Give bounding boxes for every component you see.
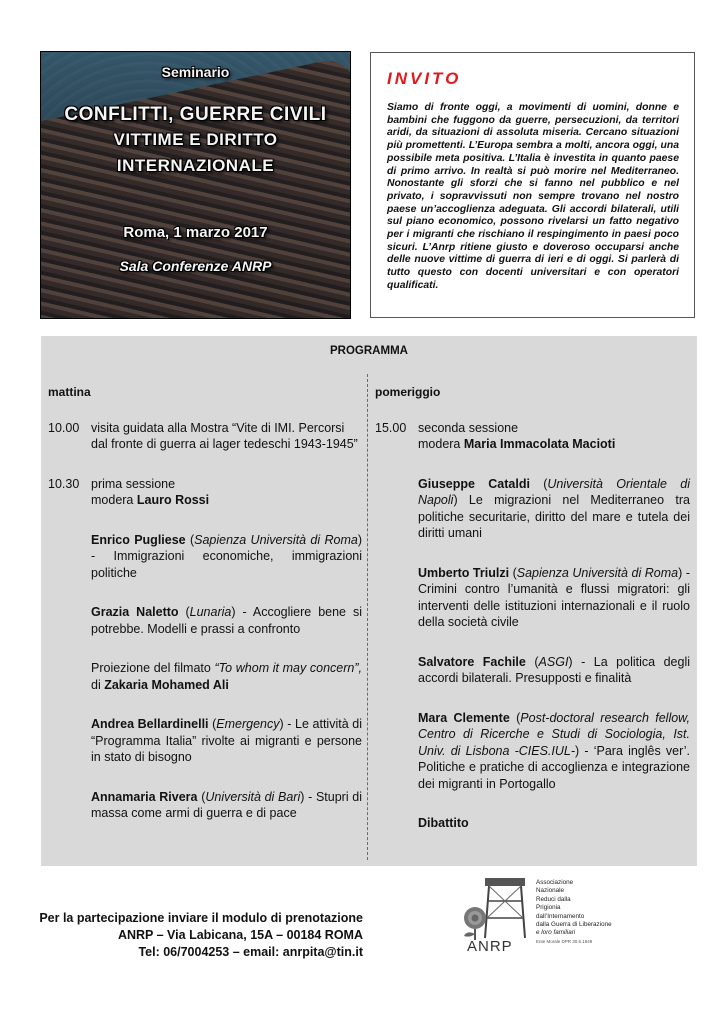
item-time: 10.00 [48, 420, 80, 435]
talk-title: Stupri di massa come armi di guerra e di pace [91, 789, 362, 820]
afternoon-column [375, 384, 690, 832]
registration-note: Per la partecipazione inviare il modulo di prenotazione [39, 911, 363, 925]
speaker-affiliation: Sapienza Università di Roma [516, 565, 679, 580]
film-intro: Proiezione del filmato [91, 661, 211, 675]
speaker-entry: Umberto Triulzi (Sapienza Università di Roma) - Crimini contro l’umanità e flussi migratori: gli interventi delle istituzioni internazionali e il ruolo della società civile [418, 565, 690, 629]
moderator-label: modera [418, 437, 461, 451]
poster-title-line3: INTERNAZIONALE [116, 156, 275, 175]
speaker-name: Andrea Bellardinelli [91, 717, 209, 731]
speaker-entry: Mara Clemente (Post-doctoral research fellow, Centro di Ricerche e Studi di Sociologia, Ist. Univ. di Lisbona -CIES.IUL-) - ‘Para inglês ver’. Politiche e pratiche di accoglienza e integrazione dei migranti in Portogallo [418, 710, 690, 791]
invitation-title: INVITO [387, 69, 462, 88]
speaker-affiliation: Emergency [216, 717, 280, 731]
watchtower-rose-icon [455, 876, 535, 946]
talk-title: ‘Para inglês ver’. Politiche e pratiche di accoglienza e integrazione dei migranti in Portogallo [418, 743, 690, 791]
morning-column [48, 384, 362, 822]
poster-title-line2: VITTIME E DIRITTO [113, 130, 278, 149]
seminar-poster [40, 51, 351, 319]
film-title: “To whom it may concern”, [214, 661, 363, 675]
speaker-name: Enrico Pugliese [91, 532, 186, 547]
invitation-box [370, 52, 695, 318]
schedule-item [48, 476, 362, 509]
film-author: Zakaria Mohamed Ali [104, 677, 229, 692]
speaker-name: Mara Clemente [418, 710, 510, 725]
address: ANRP – Via Labicana, 15A – 00184 ROMA [117, 928, 363, 942]
speaker-name: Giuseppe Cataldi [418, 476, 530, 491]
speaker-entry: Salvatore Fachile (ASGI) - La politica degli accordi bilaterali. Presupposti e finalità [418, 654, 691, 685]
speaker-name: Grazia Naletto [91, 605, 179, 619]
speaker-affiliation: Sapienza Università di Roma [194, 532, 358, 547]
speaker-name: Salvatore Fachile [418, 654, 526, 669]
speaker-entry: Enrico Pugliese (Sapienza Università di Roma) - Immigrazioni economiche, immigrazioni politiche [91, 532, 362, 580]
item-time: 10.30 [48, 476, 80, 491]
registration-info [39, 910, 363, 961]
schedule-item [48, 420, 362, 453]
moderator-label: modera [91, 493, 134, 507]
moderator-name: Maria Immacolata Macioti [463, 437, 616, 451]
talk-title: Le migrazioni nel Mediterraneo tra politiche securitarie, diritto del mare e tutela dei diritti umani [418, 493, 690, 540]
poster-title-line1: CONFLITTI, GUERRE CIVILI [64, 104, 327, 125]
speaker-entry: Andrea Bellardinelli (Emergency) - Le attività di “Programma Italia” rivolte ai migranti e persone in stato di bisogno [91, 717, 362, 764]
afternoon-heading: pomeriggio [375, 385, 441, 399]
poster-kicker: Seminario [161, 64, 230, 80]
moderator-name: Lauro Rossi [136, 493, 210, 507]
talk-title: Le attività di “Programma Italia” rivolte ai migranti e persone in stato di bisogno [91, 717, 362, 764]
speaker-affiliation: Lunaria [189, 605, 232, 619]
anrp-logo [455, 876, 625, 966]
logo-wordmark: ANRP [467, 938, 513, 955]
item-text: visita guidata alla Mostra “Vite di IMI. Percorsi dal fronte di guerra ai lager tedeschi 1943-1945” [91, 420, 358, 451]
schedule-item [375, 420, 690, 453]
talk-title: Immigrazioni economiche, immigrazioni politiche [91, 549, 362, 580]
column-divider [367, 374, 368, 860]
speaker-entry: Giuseppe Cataldi (Università Orientale di Napoli) Le migrazioni nel Mediterraneo tra politiche securitarie, diritto del mare e tutela dei diritti umani [418, 476, 691, 540]
film-by: di [91, 677, 101, 692]
session-label: prima sessione [91, 476, 176, 491]
morning-heading: mattina [48, 385, 91, 399]
film-entry [91, 660, 362, 693]
session-label: seconda sessione [418, 420, 519, 435]
invitation-text: Siamo di fronte oggi, a movimenti di uomini, donne e bambini che fuggono da guerre, persecuzioni, da territori aridi, da situazioni di assoluta miseria. Cercano situazioni più promettenti. L’Europa sembra a molti, ancora oggi, una possibile meta positiva. L’Italia è investita in quanto paese di primo arrivo. In realtà si può morire nel Mediterraneo. Nonostante gli sforzi che si fanno nel pubblico e nel privato, i sopravvissuti non sempre trovano nel nostro paese un’accoglienza adeguata. Gli accordi bilaterali, utili sul piano economico, possono rivelarsi un fatto negativo per i migranti che rischiano il respingimento in paesi poco sicuri. L’Anrp ritiene giusto e doveroso occuparsi anche delle nuove vittime di guerra di ieri e di oggi. Si parlerà di tutto questo con docenti universitari e con operatori qualificati. [387, 102, 679, 291]
speaker-affiliation: ASGI [538, 654, 569, 669]
speaker-affiliation: Post-doctoral research fellow, Centro di Ricerche e Studi di Sociologia, Ist. Univ. di Lisbona -CIES.IUL- [418, 710, 690, 758]
talk-title: La politica degli accordi bilaterali. Presupposti e finalità [418, 654, 691, 685]
closing-debate: Dibattito [418, 816, 469, 830]
logo-organization-name: Associazione Nazionale Reduci dalla Prigionia dall’Internamento dalla Guerra di Liberazione e loro familiari Ente Morale DPR 30.6.1949 [536, 879, 612, 944]
speaker-name: Umberto Triulzi [418, 565, 510, 580]
contact-line: Tel: 06/7004253 – email: anrpita@tin.it [138, 945, 363, 959]
speaker-entry: Annamaria Rivera (Università di Bari) - Stupri di massa come armi di guerra e di pace [91, 789, 362, 820]
program-panel [41, 336, 697, 866]
speaker-affiliation: Università Orientale di Napoli [418, 476, 691, 507]
talk-title: Accogliere bene si potrebbe. Modelli e prassi a confronto [91, 605, 362, 636]
poster-date: Roma, 1 marzo 2017 [123, 224, 268, 241]
poster-venue: Sala Conferenze ANRP [119, 258, 272, 274]
talk-title: Crimini contro l’umanità e flussi migratori: gli interventi delle istituzioni internazionali e il ruolo della società civile [418, 582, 690, 629]
item-time: 15.00 [375, 420, 407, 435]
speaker-affiliation: Università di Bari [205, 789, 301, 804]
speaker-entry: Grazia Naletto (Lunaria) - Accogliere bene si potrebbe. Modelli e prassi a confronto [91, 605, 362, 636]
program-title: PROGRAMMA [330, 345, 408, 357]
speaker-name: Annamaria Rivera [91, 789, 198, 804]
